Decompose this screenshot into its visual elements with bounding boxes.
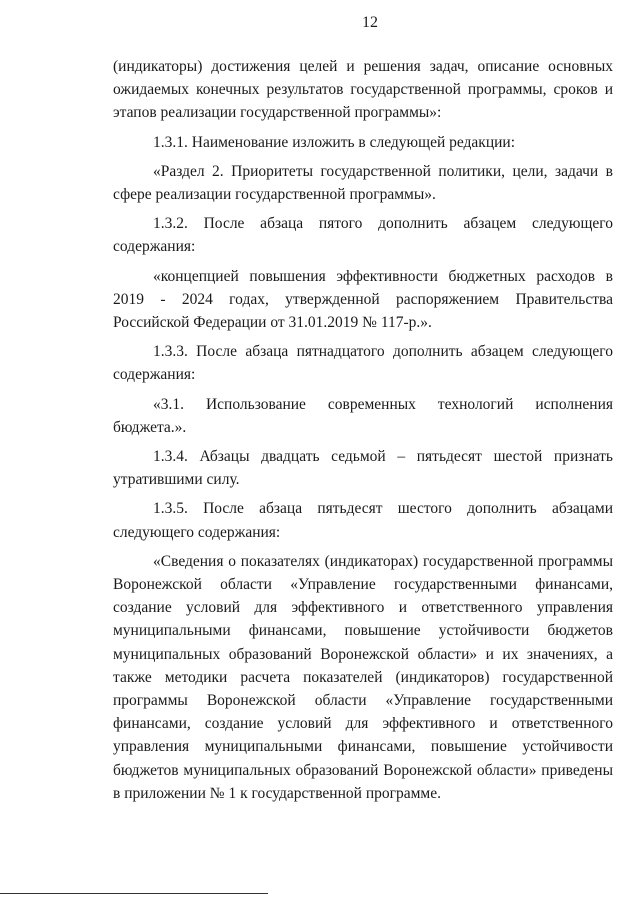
paragraph-technologies-quote: «3.1. Использование современных технологий исполнения бюджета.». (113, 395, 613, 436)
page-number: 12 (362, 14, 378, 31)
document-body (113, 55, 613, 805)
paragraph-1-3-2: 1.3.2. После абзаца пятого дополнить абзацем следующего содержания: (113, 215, 613, 256)
footer-rule (0, 893, 268, 894)
paragraph-indicators-info-quote: «Сведения о показателях (индикаторах) государственной программы Воронежской области «Управление государственными финансами, создание условий для эффективного и ответственного управления муниципальными финансами, повышение устойчивости бюджетов муниципальных образований Воронежской области» и их значениях, а также методики расчета показателей (индикаторов) государственной программы Воронежской области «Управление государственными финансами, создание условий для эффективного и ответственного управления муниципальными финансами, повышение устойчивости бюджетов муниципальных образований Воронежской области» приведены в приложении № 1 к государственной программе. (113, 552, 613, 802)
paragraph-section-2-title: «Раздел 2. Приоритеты государственной политики, цели, задачи в сфере реализации государственной программы». (113, 162, 613, 204)
paragraph-1-3-1: 1.3.1. Наименование изложить в следующей редакции: (153, 133, 516, 151)
paragraph-concept-quote: «концепцией повышения эффективности бюджетных расходов в 2019 - 2024 годах, утвержденной распоряжением Правительства Российской Федерации от 31.01.2019 № 117-р.». (113, 267, 613, 332)
paragraph-indicators: (индикаторы) достижения целей и решения задач, описание основных ожидаемых конечных результатов государственной программы, сроков и этапов реализации государственной программы»: (113, 58, 613, 122)
paragraph-1-3-5: 1.3.5. После абзаца пятьдесят шестого дополнить абзацами следующего содержания: (113, 500, 613, 541)
paragraph-1-3-4: 1.3.4. Абзацы двадцать седьмой – пятьдесят шестой признать утратившими силу. (113, 448, 613, 489)
paragraph-1-3-3: 1.3.3. После абзаца пятнадцатого дополнить абзацем следующего содержания: (113, 343, 613, 384)
